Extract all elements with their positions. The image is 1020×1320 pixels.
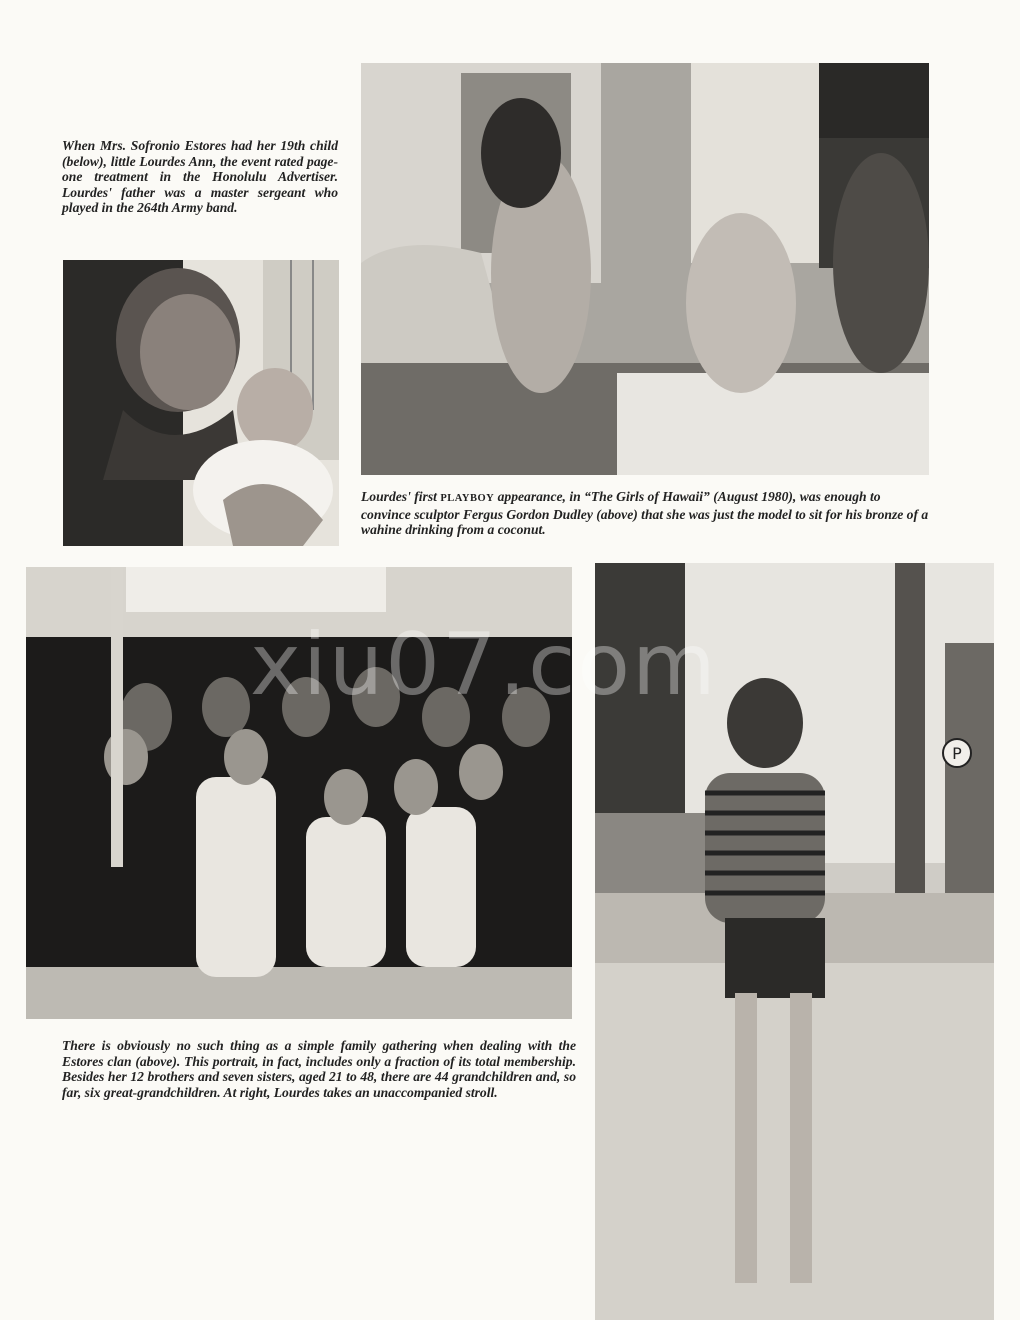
watermark: xiu07.com	[250, 615, 718, 715]
brand-name: PLAYBOY	[440, 493, 495, 504]
caption-sculptor-body: appearance, in “The Girls of Hawaii” (August 1980), was enough to convince sculptor Fergus Gordon Dudley (above) that she was just the model to sit for his bronze of a wahine drinking from a coconut.	[361, 489, 929, 538]
caption-birth: When Mrs. Sofronio Estores had her 19th child (below), little Lourdes Ann, the event rated page-one treatment in the Honolulu Advertiser. Lourdes' father was a master sergeant who played in the 264th Army band.	[62, 138, 338, 216]
parking-sign-letter: P	[952, 744, 962, 763]
photo-sculptor-model	[361, 63, 929, 475]
caption-sculptor-lead: Lourdes' first	[361, 489, 437, 504]
photo-family-gathering	[26, 567, 572, 1019]
photo-mother-newborn	[63, 260, 339, 546]
photo-street-stroll	[595, 563, 994, 1320]
caption-family: There is obviously no such thing as a simple family gathering when dealing with the Estores clan (above). This portrait, in fact, includes only a fraction of its total membership. Besides her 12 brothers and seven sisters, aged 21 to 48, there are 44 grandchildren and, so far, six great-grandchildren. At right, Lourdes takes an unaccompanied stroll.	[62, 1038, 576, 1100]
caption-sculptor	[361, 489, 929, 538]
